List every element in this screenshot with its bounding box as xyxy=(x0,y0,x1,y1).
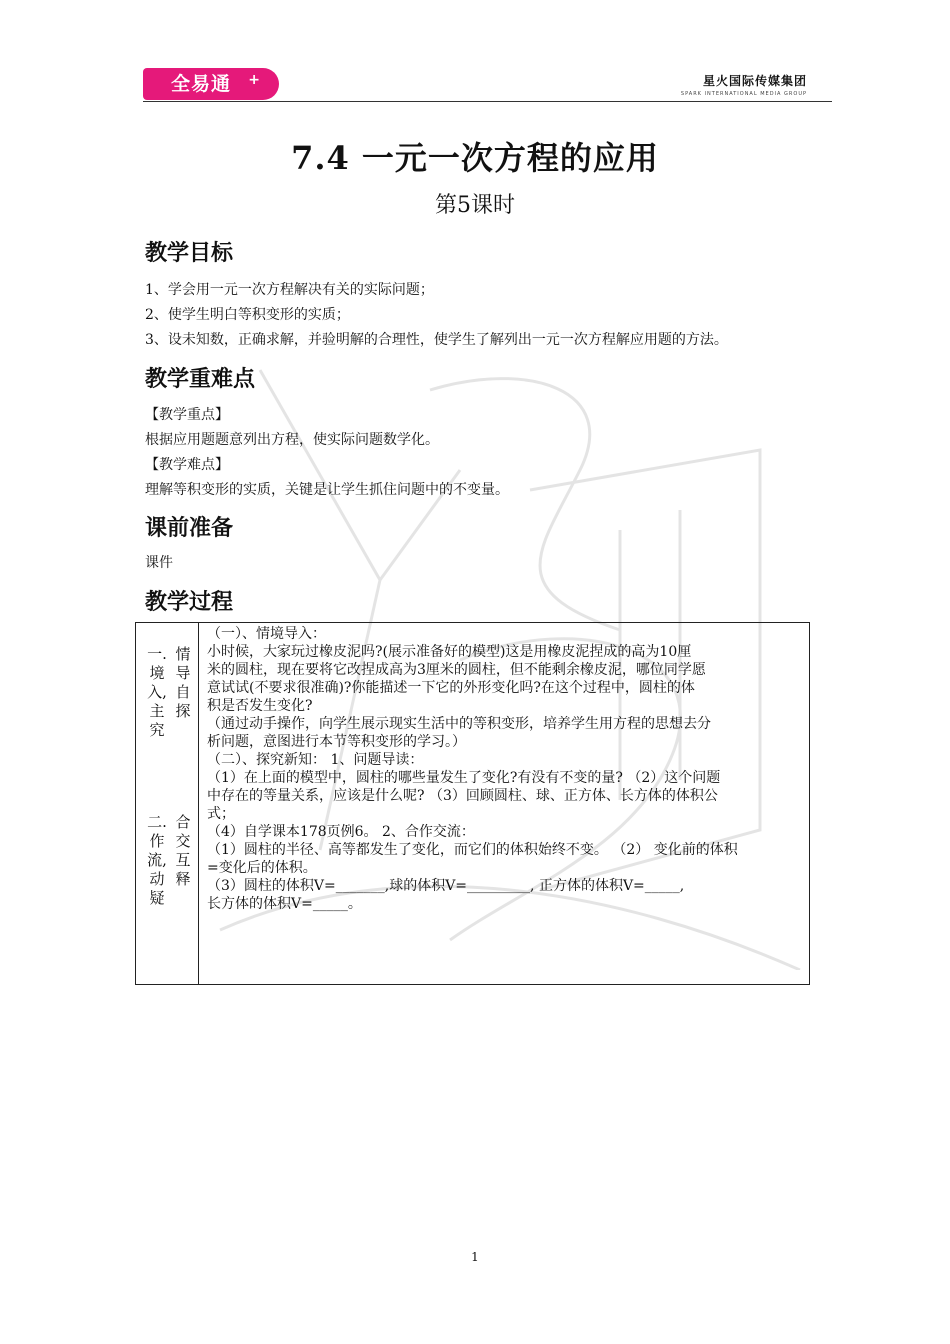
goal-item: 1、学会用一元一次方程解决有关的实际问题； xyxy=(145,282,434,298)
content-line: （二）、探究新知： 1、问题导读： xyxy=(207,752,424,768)
key-text: 根据应用题题意列出方程，使实际问题数学化。 xyxy=(145,432,439,448)
company-name-cn: 星火国际传媒集团 xyxy=(702,74,807,88)
content-line: 积是否发生变化? xyxy=(207,698,313,714)
difficult-label: 【教学难点】 xyxy=(145,457,229,473)
header-divider xyxy=(143,101,832,102)
stage-column xyxy=(136,623,199,985)
content-line: （一）、情境导入： xyxy=(207,626,326,642)
brand-logo-text: 全易通 xyxy=(171,73,232,95)
brand-logo xyxy=(143,68,279,100)
brand-logo-mark: + xyxy=(248,72,261,88)
content-line: 长方体的体积V=_____。 xyxy=(207,896,362,912)
process-table xyxy=(135,622,810,985)
goals-heading: 教学目标 xyxy=(145,241,234,266)
difficult-text: 理解等积变形的实质，关键是让学生抓住问题中的不变量。 xyxy=(145,482,509,498)
key-heading: 教学重难点 xyxy=(145,367,256,392)
content-line: 析问题，意图进行本节等积变形的学习。） xyxy=(207,734,466,750)
goal-item: 2、使学生明白等积变形的实质； xyxy=(145,307,350,323)
content-line: （通过动手操作，向学生展示现实生活中的等积变形，培养学生用方程的思想去分 xyxy=(207,716,711,732)
goal-item: 3、设未知数，正确求解，并验明解的合理性，使学生了解列出一元一次方程解应用题的方法。 xyxy=(145,332,728,348)
content-line: （4）自学课本178页例6。 2、合作交流： xyxy=(207,824,475,840)
content-line: 中存在的等量关系，应该是什么呢? （3）回顾圆柱、球、正方体、长方体的体积公 xyxy=(207,788,718,804)
content-line: 意试试(不要求很准确)?你能描述一下它的外形变化吗?在这个过程中，圆柱的体 xyxy=(207,680,695,696)
company-name-en: SPARK INTERNATIONAL MEDIA GROUP xyxy=(680,91,807,97)
content-line: （1）在上面的模型中，圆柱的哪些量发生了变化?有没有不变的量? （2）这个问题 xyxy=(207,770,721,786)
process-heading: 教学过程 xyxy=(145,590,234,615)
page-number: 1 xyxy=(471,1250,479,1264)
process-content xyxy=(199,623,810,985)
company-mark xyxy=(681,72,807,97)
content-line: （1）圆柱的半径、高等都发生了变化，而它们的体积始终不变。 （2） 变化前的体积 xyxy=(207,842,738,858)
content-line: 米的圆柱，现在要将它改捏成高为3厘米的圆柱，但不能剩余橡皮泥，哪位同学愿 xyxy=(207,662,706,678)
prep-heading: 课前准备 xyxy=(145,516,234,541)
content-line: 小时候，大家玩过橡皮泥吗?(展示准备好的模型)这是用橡皮泥捏成的高为10厘 xyxy=(207,644,692,660)
content-line: =变化后的体积。 xyxy=(207,860,317,876)
page-title: 7.4 一元一次方程的应用 xyxy=(291,139,659,177)
page-subtitle: 第5课时 xyxy=(435,193,515,218)
stage-label-1: 一. 情 境 导 入, 自 主 探 究 xyxy=(147,645,191,739)
prep-text: 课件 xyxy=(145,555,173,571)
content-line: 式； xyxy=(207,806,235,822)
content-line: （3）圆柱的体积V=_______,球的体积V=_________, 正方体的体积V=_____, xyxy=(207,878,685,894)
stage-label-2: 二. 合 作 交 流, 互 动 释 疑 xyxy=(147,813,191,907)
key-label: 【教学重点】 xyxy=(145,407,229,423)
